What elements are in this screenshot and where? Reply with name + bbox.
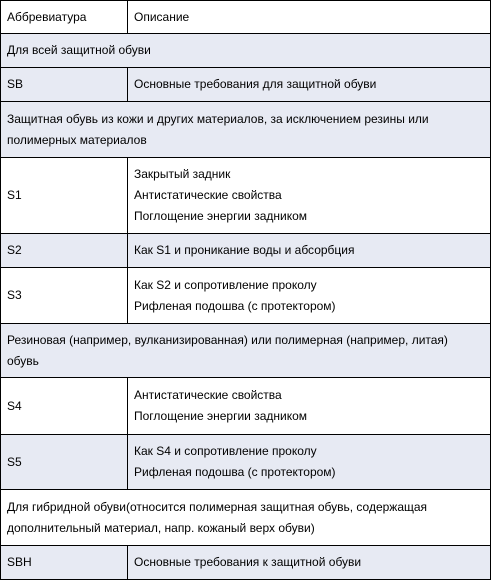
desc-cell xyxy=(128,378,491,435)
desc-cell xyxy=(128,268,491,324)
section-line: полимерных материалов xyxy=(7,132,147,147)
desc-line: Рифленая подошва (с протектором) xyxy=(134,298,336,313)
desc-cell xyxy=(128,158,491,234)
table-row xyxy=(1,435,491,490)
desc-line: Поглощение энергии задником xyxy=(134,209,308,223)
desc-line: Как S4 и сопротивление проколу xyxy=(134,444,317,458)
section-label: Для всей защитной обуви xyxy=(1,34,491,68)
abbr-cell: S3 xyxy=(1,268,128,324)
abbr-cell: SBH xyxy=(1,546,128,580)
abbr-cell: S1 xyxy=(1,158,128,234)
desc-line: Основные требования для защитной обуви xyxy=(134,77,377,91)
abbr-cell: SB xyxy=(1,68,128,102)
header-abbr: Аббревиатура xyxy=(1,1,128,34)
section-line: Для гибридной обуви(относится полимерная защитная обувь, содержащая xyxy=(7,499,428,514)
section-row xyxy=(1,490,491,546)
abbr-cell: S2 xyxy=(1,234,128,268)
table-row xyxy=(1,546,491,580)
desc-cell xyxy=(128,68,491,102)
desc-line: Поглощение энергии задником xyxy=(134,409,308,423)
desc-line: Как S2 и сопротивление проколу xyxy=(134,277,317,292)
table-header-row xyxy=(1,1,491,34)
desc-cell xyxy=(128,546,491,580)
desc-cell xyxy=(128,435,491,490)
section-row xyxy=(1,34,491,68)
abbr-cell: S4 xyxy=(1,378,128,435)
section-line: Защитная обувь из кожи и других материалов, за исключением резины или xyxy=(7,111,429,126)
section-line: Резиновая (например, вулканизированная) или полимерная (например, литая) xyxy=(7,332,448,347)
desc-cell xyxy=(128,234,491,268)
section-label xyxy=(1,490,491,546)
abbr-cell: S5 xyxy=(1,435,128,490)
section-row xyxy=(1,102,491,158)
table-row xyxy=(1,268,491,324)
section-line: дополнительный материал, напр. кожаный верх обуви) xyxy=(7,520,315,535)
table-row xyxy=(1,378,491,435)
section-row xyxy=(1,324,491,378)
desc-line: Антистатические свойства xyxy=(134,388,282,402)
section-label xyxy=(1,102,491,158)
table-row xyxy=(1,68,491,102)
table-row xyxy=(1,234,491,268)
desc-line: Основные требования к защитной обуви xyxy=(134,555,362,569)
table-row xyxy=(1,158,491,234)
section-label xyxy=(1,324,491,378)
desc-line: Рифленая подошва (с протектором) xyxy=(134,465,336,479)
desc-line: Антистатические свойства xyxy=(134,188,282,202)
header-desc: Описание xyxy=(128,1,491,34)
section-line: обувь xyxy=(7,353,39,368)
desc-line: Закрытый задник xyxy=(134,167,231,181)
desc-line: Как S1 и проникание воды и абсорбция xyxy=(134,243,355,257)
